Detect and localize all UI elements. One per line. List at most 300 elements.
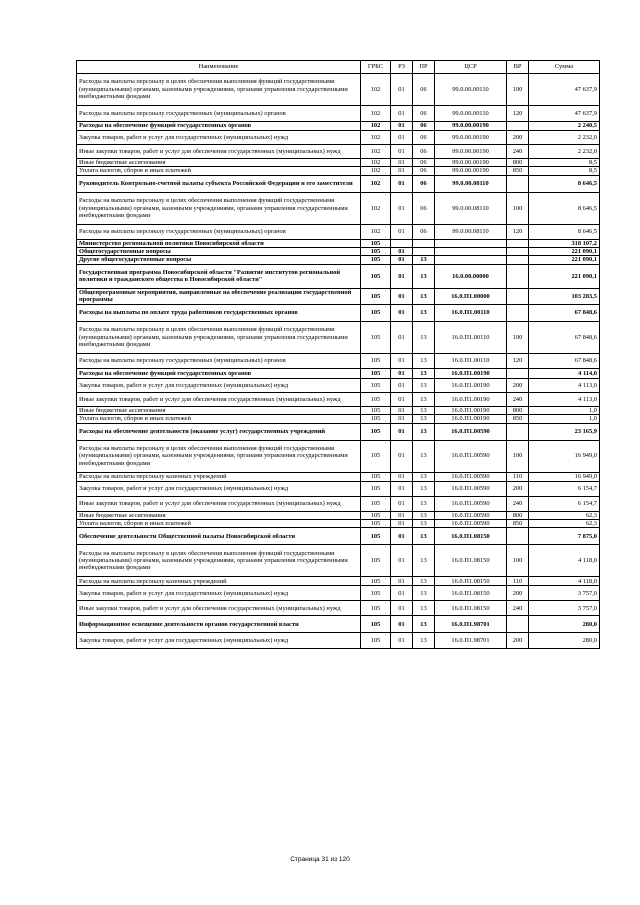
table-row [77,122,600,131]
cell-sum: 318 107,2 [529,239,600,247]
cell-grbs: 105 [361,248,391,256]
table-row [77,145,600,159]
cell-grbs: 105 [361,368,391,378]
cell-pr: 13 [413,440,435,472]
cell-rz: 01 [391,159,413,167]
cell-vr [507,368,529,378]
cell-pr: 13 [413,264,435,288]
cell-grbs: 105 [361,601,391,616]
cell-pr: 13 [413,353,435,368]
table-row [77,353,600,368]
cell-sum: 221 090,1 [529,256,600,264]
cell-rz: 01 [391,378,413,392]
cell-vr [507,264,529,288]
cell-rz: 01 [391,288,413,304]
cell-pr: 13 [413,392,435,406]
cell-pr: 13 [413,511,435,519]
cell-csr: 99.0.00.08110 [435,175,507,192]
table-row [77,511,600,519]
table-row [77,496,600,511]
cell-csr: 16.0.П1.00590 [435,519,507,527]
cell-csr [435,248,507,256]
cell-vr [507,122,529,131]
cell-grbs: 105 [361,577,391,586]
cell-vr [507,288,529,304]
cell-grbs: 105 [361,256,391,264]
cell-rz: 01 [391,145,413,159]
cell-csr: 16.0.П1.00110 [435,321,507,353]
header-csr: ЦСР [435,61,507,74]
header-grbs: ГРБС [361,61,391,74]
cell-sum: 8,5 [529,159,600,167]
table-row [77,175,600,192]
header-sum: Сумма [529,61,600,74]
cell-name: Расходы на выплаты персоналу государственных (муниципальных) органов [77,353,361,368]
cell-grbs: 105 [361,496,391,511]
cell-grbs: 105 [361,519,391,527]
cell-pr: 13 [413,633,435,649]
cell-name: Расходы на обеспечение деятельности (оказание услуг) государственных учреждений [77,423,361,440]
cell-pr: 06 [413,192,435,224]
table-row [77,167,600,175]
cell-rz [391,239,413,247]
cell-csr: 16.0.П1.08150 [435,586,507,601]
cell-pr: 06 [413,122,435,131]
cell-vr: 120 [507,353,529,368]
cell-sum: 3 757,0 [529,601,600,616]
cell-pr: 13 [413,288,435,304]
cell-rz: 01 [391,601,413,616]
cell-grbs: 105 [361,528,391,545]
header-pr: ПР [413,61,435,74]
cell-vr: 240 [507,601,529,616]
cell-sum: 16 949,0 [529,440,600,472]
cell-sum: 67 848,6 [529,304,600,321]
cell-rz: 01 [391,122,413,131]
table-row [77,304,600,321]
cell-name: Другие общегосударственные вопросы [77,256,361,264]
cell-grbs: 105 [361,304,391,321]
cell-csr: 99.0.00.08110 [435,224,507,239]
cell-rz: 01 [391,264,413,288]
cell-vr: 240 [507,392,529,406]
cell-rz: 01 [391,481,413,496]
cell-pr [413,239,435,247]
cell-csr: 16.0.П1.00590 [435,440,507,472]
table-header [77,61,600,74]
cell-name: Иные бюджетные ассигнования [77,159,361,167]
cell-grbs: 102 [361,106,391,122]
table-row [77,616,600,633]
cell-pr: 06 [413,145,435,159]
cell-csr: 16.0.П1.00590 [435,511,507,519]
cell-vr: 120 [507,224,529,239]
cell-sum: 8,5 [529,167,600,175]
cell-name: Информационное освещение деятельности органов государственной власти [77,616,361,633]
table-row [77,545,600,577]
cell-pr: 13 [413,577,435,586]
cell-pr: 13 [413,519,435,527]
cell-pr: 13 [413,472,435,481]
header-name: Наименование [77,61,361,74]
cell-sum: 47 637,9 [529,106,600,122]
cell-sum: 6 154,7 [529,481,600,496]
cell-grbs: 105 [361,392,391,406]
cell-pr: 13 [413,321,435,353]
table-row [77,224,600,239]
cell-rz: 01 [391,586,413,601]
cell-name: Уплата налогов, сборов и иных платежей [77,415,361,423]
cell-sum: 2 232,0 [529,145,600,159]
cell-rz: 01 [391,440,413,472]
cell-rz: 01 [391,511,413,519]
cell-csr: 16.0.00.00000 [435,264,507,288]
cell-pr: 13 [413,545,435,577]
table-row [77,423,600,440]
cell-vr: 110 [507,577,529,586]
cell-csr: 16.0.П1.00190 [435,406,507,414]
cell-rz: 01 [391,248,413,256]
cell-name: Государственная программа Новосибирской области "Развитие институтов региональной политики и гражданского общества в Новосибирской области" [77,264,361,288]
cell-name: Расходы на выплаты персоналу в целях обеспечения выполнения функций государственными (муниципальными) органами, казенными учреждениями, органами управления государственными внебюджетными фондами [77,545,361,577]
table-row [77,264,600,288]
cell-sum: 1,0 [529,406,600,414]
cell-vr: 200 [507,633,529,649]
cell-vr [507,528,529,545]
cell-grbs: 102 [361,159,391,167]
cell-csr: 99.0.00.00190 [435,131,507,145]
cell-pr: 13 [413,406,435,414]
table-row [77,106,600,122]
cell-sum: 3 757,0 [529,586,600,601]
cell-grbs: 105 [361,288,391,304]
cell-vr: 120 [507,106,529,122]
cell-pr: 06 [413,224,435,239]
cell-csr [435,239,507,247]
cell-rz: 01 [391,577,413,586]
cell-pr: 13 [413,528,435,545]
cell-pr: 06 [413,175,435,192]
cell-sum: 4 114,0 [529,368,600,378]
cell-csr: 16.0.П1.00190 [435,368,507,378]
cell-name: Уплата налогов, сборов и иных платежей [77,519,361,527]
cell-name: Иные закупки товаров, работ и услуг для обеспечения государственных (муниципальных) нужд [77,601,361,616]
table-row [77,440,600,472]
cell-sum: 67 848,6 [529,321,600,353]
table-row [77,368,600,378]
cell-name: Закупка товаров, работ и услуг для государственных (муниципальных) нужд [77,633,361,649]
cell-grbs: 102 [361,122,391,131]
cell-pr: 13 [413,368,435,378]
cell-name: Закупка товаров, работ и услуг для государственных (муниципальных) нужд [77,131,361,145]
cell-rz: 01 [391,423,413,440]
cell-rz: 01 [391,256,413,264]
cell-csr: 16.0.П1.00000 [435,288,507,304]
cell-grbs: 102 [361,192,391,224]
table-row [77,633,600,649]
cell-grbs: 105 [361,511,391,519]
cell-csr: 16.0.П1.08150 [435,545,507,577]
cell-grbs: 105 [361,586,391,601]
cell-pr: 06 [413,74,435,106]
cell-vr [507,175,529,192]
cell-name: Иные бюджетные ассигнования [77,511,361,519]
cell-rz: 01 [391,192,413,224]
budget-table [76,60,600,649]
cell-vr: 800 [507,511,529,519]
cell-csr: 16.0.П1.98701 [435,616,507,633]
cell-name: Иные закупки товаров, работ и услуг для обеспечения государственных (муниципальных) нужд [77,145,361,159]
cell-sum: 2 232,0 [529,131,600,145]
header-vr: ВР [507,61,529,74]
cell-pr: 13 [413,601,435,616]
cell-pr: 06 [413,167,435,175]
cell-csr: 16.0.П1.00190 [435,415,507,423]
cell-sum: 280,0 [529,616,600,633]
cell-grbs: 105 [361,264,391,288]
cell-vr [507,304,529,321]
table-row [77,131,600,145]
cell-sum: 67 848,6 [529,353,600,368]
cell-vr: 100 [507,545,529,577]
cell-sum: 62,3 [529,511,600,519]
cell-name: Министерство региональной политики Новосибирской области [77,239,361,247]
cell-vr: 240 [507,496,529,511]
cell-csr: 99.0.00.00110 [435,106,507,122]
cell-rz: 01 [391,131,413,145]
cell-pr: 13 [413,304,435,321]
table-row [77,378,600,392]
cell-csr: 16.0.П1.98701 [435,633,507,649]
cell-name: Иные закупки товаров, работ и услуг для обеспечения государственных (муниципальных) нужд [77,392,361,406]
cell-grbs: 102 [361,131,391,145]
cell-rz: 01 [391,406,413,414]
cell-name: Иные закупки товаров, работ и услуг для обеспечения государственных (муниципальных) нужд [77,496,361,511]
cell-vr [507,256,529,264]
cell-vr: 850 [507,519,529,527]
cell-csr: 16.0.П1.00590 [435,481,507,496]
cell-pr: 13 [413,378,435,392]
cell-name: Расходы на выплаты персоналу государственных (муниципальных) органов [77,106,361,122]
cell-name: Общегосударственные вопросы [77,248,361,256]
table-row [77,481,600,496]
cell-grbs: 102 [361,145,391,159]
table-row [77,577,600,586]
table-row [77,472,600,481]
cell-rz: 01 [391,616,413,633]
cell-grbs: 105 [361,353,391,368]
cell-rz: 01 [391,353,413,368]
cell-vr [507,248,529,256]
cell-rz: 01 [391,167,413,175]
cell-vr: 200 [507,378,529,392]
cell-sum: 8 646,5 [529,192,600,224]
cell-rz: 01 [391,304,413,321]
table-row [77,586,600,601]
table-row [77,159,600,167]
cell-csr: 99.0.00.00190 [435,122,507,131]
cell-rz: 01 [391,106,413,122]
cell-vr: 100 [507,440,529,472]
cell-csr: 16.0.П1.00110 [435,353,507,368]
cell-grbs: 105 [361,472,391,481]
cell-grbs: 105 [361,321,391,353]
cell-name: Расходы на выплаты персоналу в целях обеспечения выполнения функций государственными (муниципальными) органами, казенными учреждениями, органами управления государственными внебюджетными фондами [77,440,361,472]
cell-rz: 01 [391,633,413,649]
cell-sum: 62,3 [529,519,600,527]
cell-vr: 240 [507,145,529,159]
cell-csr: 16.0.П1.00190 [435,378,507,392]
cell-sum: 7 875,0 [529,528,600,545]
cell-grbs: 102 [361,224,391,239]
table-row [77,321,600,353]
cell-vr: 200 [507,586,529,601]
cell-name: Закупка товаров, работ и услуг для государственных (муниципальных) нужд [77,378,361,392]
table-row [77,192,600,224]
table-row [77,415,600,423]
cell-csr: 99.0.00.00110 [435,74,507,106]
cell-vr [507,616,529,633]
cell-sum: 8 646,5 [529,175,600,192]
cell-rz: 01 [391,519,413,527]
table-row [77,406,600,414]
cell-rz: 01 [391,392,413,406]
cell-rz: 01 [391,472,413,481]
cell-rz: 01 [391,74,413,106]
cell-name: Уплата налогов, сборов и иных платежей [77,167,361,175]
cell-vr: 110 [507,472,529,481]
cell-csr: 16.0.П1.00590 [435,423,507,440]
cell-vr: 800 [507,406,529,414]
cell-grbs: 102 [361,74,391,106]
cell-name: Иные бюджетные ассигнования [77,406,361,414]
cell-csr: 16.0.П1.00590 [435,472,507,481]
cell-name: Расходы на выплаты персоналу казенных учреждений [77,577,361,586]
cell-pr: 13 [413,586,435,601]
cell-csr: 16.0.П1.00110 [435,304,507,321]
table-row [77,601,600,616]
table-row [77,239,600,247]
cell-vr: 100 [507,74,529,106]
cell-csr [435,256,507,264]
cell-csr: 99.0.00.00190 [435,159,507,167]
cell-grbs: 102 [361,167,391,175]
table-row [77,74,600,106]
cell-csr: 16.0.П1.08150 [435,528,507,545]
table-row [77,392,600,406]
cell-pr: 13 [413,415,435,423]
cell-grbs: 105 [361,481,391,496]
cell-sum: 4 118,0 [529,545,600,577]
cell-name: Расходы на выплаты персоналу в целях обеспечения выполнения функций государственными (муниципальными) органами, казенными учреждениями, органами управления государственными внебюджетными фондами [77,321,361,353]
table-row [77,519,600,527]
table-body [77,74,600,649]
cell-vr: 200 [507,131,529,145]
cell-vr [507,239,529,247]
cell-pr: 06 [413,159,435,167]
cell-grbs: 105 [361,440,391,472]
cell-rz: 01 [391,496,413,511]
cell-name: Расходы на выплаты персоналу в целях обеспечения выполнения функций государственными (муниципальными) органами, казенными учреждениями, органами управления государственными внебюджетными фондами [77,192,361,224]
cell-name: Закупка товаров, работ и услуг для государственных (муниципальных) нужд [77,586,361,601]
header-rz: РЗ [391,61,413,74]
cell-rz: 01 [391,321,413,353]
cell-vr: 100 [507,321,529,353]
cell-pr: 13 [413,616,435,633]
cell-rz: 01 [391,415,413,423]
cell-rz: 01 [391,545,413,577]
cell-name: Обеспечение деятельности Общественной палаты Новосибирской области [77,528,361,545]
table-row [77,256,600,264]
cell-sum: 1,0 [529,415,600,423]
cell-pr: 06 [413,131,435,145]
cell-csr: 16.0.П1.08150 [435,577,507,586]
cell-grbs: 105 [361,633,391,649]
cell-grbs: 105 [361,616,391,633]
cell-sum: 280,0 [529,633,600,649]
cell-csr: 99.0.00.08110 [435,192,507,224]
cell-sum: 4 113,0 [529,392,600,406]
cell-sum: 4 113,0 [529,378,600,392]
cell-sum: 221 090,1 [529,264,600,288]
cell-grbs: 105 [361,378,391,392]
cell-sum: 221 090,1 [529,248,600,256]
cell-name: Расходы на выплаты персоналу казенных учреждений [77,472,361,481]
cell-vr: 100 [507,192,529,224]
cell-rz: 01 [391,175,413,192]
cell-grbs: 105 [361,415,391,423]
cell-csr: 99.0.00.00190 [435,145,507,159]
cell-name: Расходы на выплаты персоналу в целях обеспечения выполнения функций государственными (муниципальными) органами, казенными учреждениями, органами управления государственными внебюджетными фондами [77,74,361,106]
cell-sum: 6 154,7 [529,496,600,511]
cell-sum: 103 283,5 [529,288,600,304]
table-row [77,288,600,304]
cell-name: Расходы на обеспечение функций государственных органов [77,122,361,131]
cell-name: Расходы на выплаты персоналу государственных (муниципальных) органов [77,224,361,239]
cell-pr: 13 [413,481,435,496]
cell-rz: 01 [391,368,413,378]
cell-grbs: 105 [361,239,391,247]
cell-pr: 13 [413,496,435,511]
cell-pr: 13 [413,423,435,440]
cell-name: Руководитель Контрольно-счетной палаты субъекта Российской Федерации и его заместители [77,175,361,192]
cell-sum: 8 646,5 [529,224,600,239]
cell-name: Расходы на обеспечение функций государственных органов [77,368,361,378]
table-row [77,528,600,545]
cell-vr: 800 [507,159,529,167]
cell-grbs: 105 [361,423,391,440]
cell-pr [413,248,435,256]
cell-sum: 23 165,9 [529,423,600,440]
cell-pr: 13 [413,256,435,264]
page-number: Страница 31 из 120 [290,856,350,863]
cell-vr: 850 [507,167,529,175]
cell-name: Расходы на выплаты по оплате труда работников государственных органов [77,304,361,321]
cell-name: Общепрограммные мероприятия, направленные на обеспечение реализации государственной программы [77,288,361,304]
cell-csr: 16.0.П1.00190 [435,392,507,406]
cell-vr: 200 [507,481,529,496]
cell-sum: 47 637,9 [529,74,600,106]
cell-name: Закупка товаров, работ и услуг для государственных (муниципальных) нужд [77,481,361,496]
cell-csr: 99.0.00.00190 [435,167,507,175]
cell-csr: 16.0.П1.08150 [435,601,507,616]
cell-sum: 4 118,0 [529,577,600,586]
cell-rz: 01 [391,528,413,545]
cell-rz: 01 [391,224,413,239]
cell-pr: 06 [413,106,435,122]
cell-grbs: 105 [361,545,391,577]
table-row [77,248,600,256]
